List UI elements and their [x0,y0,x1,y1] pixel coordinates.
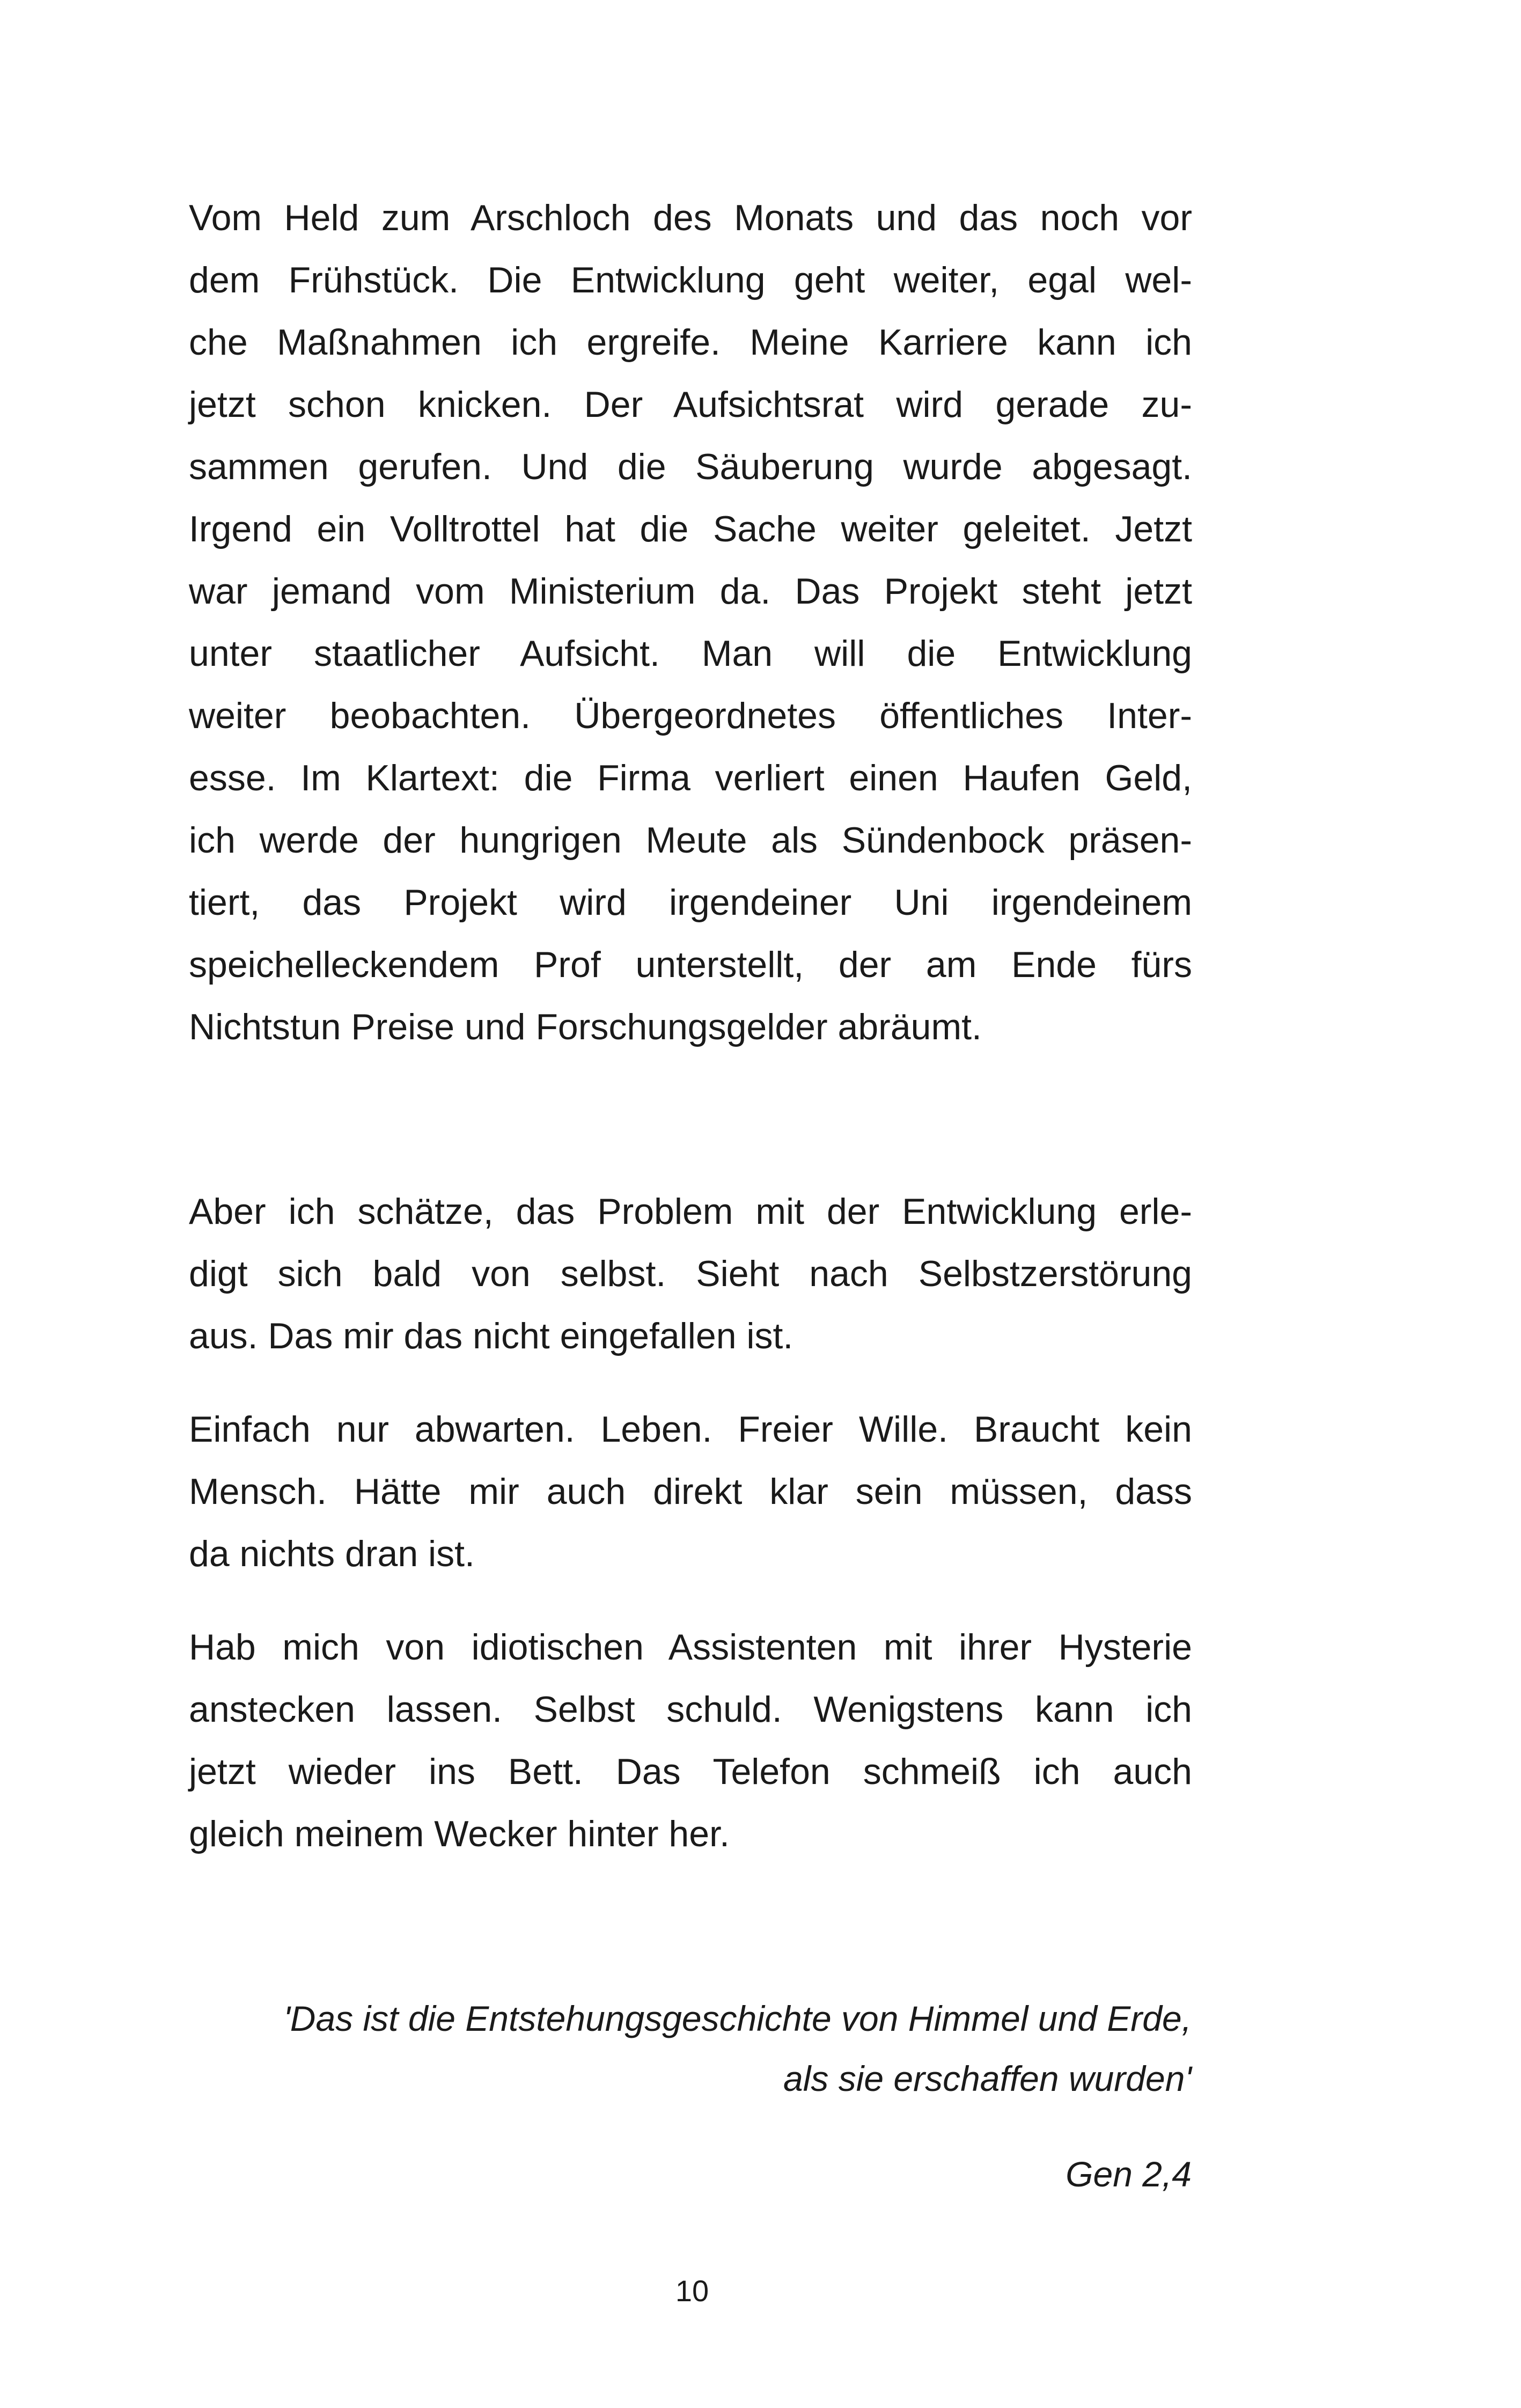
text-line: gleich meinem Wecker hinter her. [189,1814,730,1854]
text-line: weiter beobachten. Übergeordnetes öffentliches Inter- [189,695,1192,736]
text-line: dem Frühstück. Die Entwicklung geht weiter, egal wel- [189,260,1192,300]
text-line: Irgend ein Volltrottel hat die Sache weiter geleitet. Jetzt [189,509,1192,549]
text-line: sammen gerufen. Und die Säuberung wurde abgesagt. [189,446,1192,487]
text-line: aus. Das mir das nicht eingefallen ist. [189,1316,793,1356]
text-line: che Maßnahmen ich ergreife. Meine Karriere kann ich [189,322,1192,363]
text-line: Mensch. Hätte mir auch direkt klar sein müssen, dass [189,1471,1192,1512]
quote-line: 'Das ist die Entstehungsgeschichte von Himmel und Erde, [283,1999,1192,2038]
text-line: jetzt wieder ins Bett. Das Telefon schmeiß ich auch [189,1751,1192,1792]
text-line: war jemand vom Ministerium da. Das Projekt steht jetzt [189,571,1192,612]
text-line: Vom Held zum Arschloch des Monats und das noch vor [189,197,1192,238]
text-line: digt sich bald von selbst. Sieht nach Selbstzerstörung [189,1253,1192,1294]
paragraph-3 [189,1398,1192,1585]
bible-quote [188,1988,1192,2109]
text-line: ich werde der hungrigen Meute als Sündenbock präsen- [189,820,1192,861]
quote-line: als sie erschaffen wurden' [783,2059,1192,2098]
text-line: Aber ich schätze, das Problem mit der Entwicklung erle- [189,1191,1192,1232]
text-line: tiert, das Projekt wird irgendeiner Uni irgendeinem [189,882,1192,923]
quote-reference: Gen 2,4 [1066,2154,1192,2194]
text-line: speichelleckendem Prof unterstellt, der am Ende fürs [189,944,1192,985]
text-line: Nichtstun Preise und Forschungsgelder abräumt. [189,1007,982,1047]
text-line: Einfach nur abwarten. Leben. Freier Wille. Braucht kein [189,1409,1192,1450]
text-line: esse. Im Klartext: die Firma verliert einen Haufen Geld, [189,758,1192,798]
text-line: unter staatlicher Aufsicht. Man will die Entwicklung [189,633,1192,674]
text-line: jetzt schon knicken. Der Aufsichtsrat wird gerade zu- [189,384,1192,425]
paragraph-4 [189,1616,1192,1865]
page-number: 10 [675,2274,709,2308]
paragraph-1 [189,187,1192,1058]
text-line: anstecken lassen. Selbst schuld. Wenigstens kann ich [189,1689,1192,1730]
text-line: Hab mich von idiotischen Assistenten mit ihrer Hysterie [189,1627,1192,1668]
paragraph-2 [189,1180,1192,1367]
quote-source [188,2144,1192,2204]
text-line: da nichts dran ist. [189,1533,475,1574]
